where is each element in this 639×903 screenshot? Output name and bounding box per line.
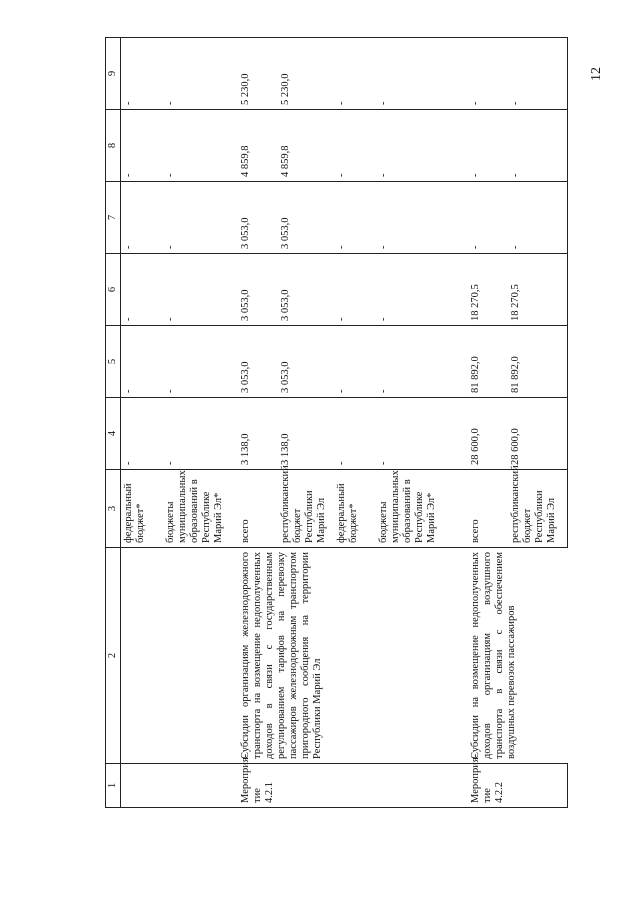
value-cell: -	[376, 398, 468, 470]
value-cell: 3 138,0	[238, 398, 278, 470]
value-cell: -	[163, 254, 238, 326]
header-cell: 2	[106, 548, 121, 764]
value-cell: -	[334, 254, 376, 326]
value-cell: -	[121, 326, 163, 398]
value-cell: -	[334, 110, 376, 182]
value-cell: 3 053,0	[278, 254, 334, 326]
table-row	[163, 38, 238, 808]
measure-cell	[376, 764, 468, 808]
value-cell: 5 230,0	[238, 38, 278, 110]
value-cell: 28 600,0	[468, 398, 508, 470]
value-cell: 5 230,0	[278, 38, 334, 110]
measure-cell: Мероприя-тие 4.2.2	[468, 764, 508, 808]
value-cell: -	[376, 326, 468, 398]
description-cell: Субсидии на возмещение недополученных доходов организациям воздушного транспорта в связи с обеспечением воздушных перевозок пассажиров	[468, 548, 568, 764]
table-row	[238, 38, 278, 808]
value-cell: 18 270,5	[468, 254, 508, 326]
value-cell: -	[334, 38, 376, 110]
value-cell: -	[121, 182, 163, 254]
value-cell: -	[121, 110, 163, 182]
header-cell: 5	[106, 326, 121, 398]
source-cell: бюджеты муниципальных образований в Республике Марий Эл*	[376, 470, 468, 548]
header-cell: 9	[106, 38, 121, 110]
source-cell: республиканский бюджет Республики Марий Эл	[278, 470, 334, 548]
value-cell: 3 053,0	[238, 254, 278, 326]
value-cell: 81 892,0	[508, 326, 568, 398]
header-cell: 8	[106, 110, 121, 182]
value-cell: 3 053,0	[278, 182, 334, 254]
source-cell: федеральный бюджет*	[334, 470, 376, 548]
value-cell: 4 859,8	[238, 110, 278, 182]
measure-cell	[334, 764, 376, 808]
value-cell: -	[334, 326, 376, 398]
value-cell: -	[468, 110, 508, 182]
value-cell: -	[468, 38, 508, 110]
measure-cell	[163, 764, 238, 808]
value-cell: -	[163, 326, 238, 398]
measure-cell	[121, 764, 163, 808]
value-cell: -	[334, 182, 376, 254]
value-cell: -	[376, 110, 468, 182]
page-number: 12	[589, 67, 604, 81]
source-cell: всего	[468, 470, 508, 548]
value-cell: -	[163, 182, 238, 254]
value-cell: 81 892,0	[468, 326, 508, 398]
header-cell: 3	[106, 470, 121, 548]
measure-cell: Мероприя-тие 4.2.1	[238, 764, 278, 808]
value-cell: 3 053,0	[238, 326, 278, 398]
rotated-table-container	[105, 38, 639, 808]
source-cell: республиканский бюджет Республики Марий Эл	[508, 470, 568, 548]
source-cell: федеральный бюджет*	[121, 470, 163, 548]
value-cell: -	[376, 38, 468, 110]
table-row	[468, 38, 508, 808]
value-cell: -	[508, 38, 568, 110]
value-cell: -	[468, 182, 508, 254]
header-cell: 7	[106, 182, 121, 254]
value-cell: 3 138,0	[278, 398, 334, 470]
value-cell: 3 053,0	[238, 182, 278, 254]
value-cell: -	[334, 398, 376, 470]
value-cell: -	[121, 398, 163, 470]
value-cell: -	[508, 110, 568, 182]
value-cell: -	[163, 38, 238, 110]
header-cell: 4	[106, 398, 121, 470]
value-cell: -	[163, 398, 238, 470]
source-cell: всего	[238, 470, 278, 548]
measure-cell	[508, 764, 568, 808]
header-row	[106, 38, 121, 808]
value-cell: -	[376, 254, 468, 326]
measure-cell	[278, 764, 334, 808]
value-cell: -	[376, 182, 468, 254]
description-cell	[163, 548, 238, 764]
value-cell: 18 270,5	[508, 254, 568, 326]
value-cell: 3 053,0	[278, 326, 334, 398]
value-cell: 28 600,0	[508, 398, 568, 470]
description-cell	[121, 548, 163, 764]
value-cell: -	[163, 110, 238, 182]
value-cell: -	[121, 254, 163, 326]
value-cell: -	[121, 38, 163, 110]
header-cell: 6	[106, 254, 121, 326]
header-cell: 1	[106, 764, 121, 808]
value-cell: 4 859,8	[278, 110, 334, 182]
description-cell: Субсидии организациям железнодорожного транспорта на возмещение недополученных доходов в связи с государственным регулированием тарифов на перевозку пассажиров железнодорожным транспортом пригородного сообщения на территории Республики Марий Эл	[238, 548, 468, 764]
budget-table	[105, 37, 568, 808]
source-cell: бюджеты муниципальных образований в Республике Марий Эл*	[163, 470, 238, 548]
table-row	[121, 38, 163, 808]
value-cell: -	[508, 182, 568, 254]
